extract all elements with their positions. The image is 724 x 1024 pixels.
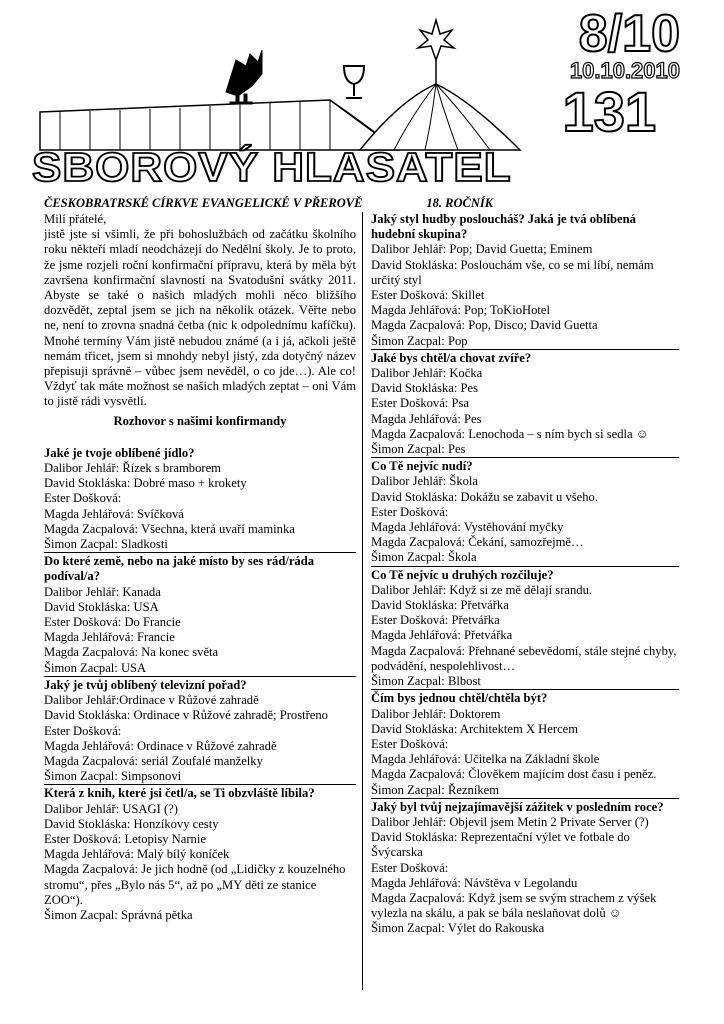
answer-line: Magda Jehlářová: Přetvářka — [371, 628, 513, 643]
answer-line: Magda Zacpalová: Je jich hodně (od „Lidičky z kouzelného stromu“, přes „Bylo nás 5“, až po „MY děti ze stanice ZOO“). — [44, 862, 346, 907]
left-roof — [40, 100, 398, 150]
answer-line: Magda Jehlářová: Ordinace v Růžové zahradě — [44, 738, 277, 753]
right-column — [371, 212, 679, 937]
answer-line: Magda Zacpalová: Všechna, která uvaří maminka — [44, 521, 295, 536]
answer-line: Ester Došková: Do Francie — [44, 615, 181, 630]
question-heading: Jaké bys chtěl/a chovat zvíře? — [371, 350, 532, 365]
question-section — [371, 689, 679, 797]
church-name: ČESKOBRATRSKÉ CÍRKVE EVANGELICKÉ V PŘEROVĚ — [44, 196, 363, 210]
answer-line: David Stokláska: Poslouchám vše, co se mi líbí, nemám určitý styl — [371, 257, 654, 287]
answer-line: Dalibor Jehlář: Škola — [371, 474, 479, 489]
answer-line: Magda Jehlářová: Vystěhování myčky — [371, 520, 564, 535]
answer-line: Magda Jehlářová: Francie — [44, 630, 175, 645]
question-section — [371, 457, 679, 565]
answer-line: Šimon Zacpal: Správná pětka — [44, 907, 193, 922]
question-section — [44, 445, 356, 552]
issue-serial: 131 — [562, 80, 656, 143]
answer-line: Dalibor Jehlář: USAGI (?) — [44, 801, 178, 816]
answer-line: Magda Jehlářová: Svíčková — [44, 506, 184, 521]
answer-line: Šimon Zacpal: Simpsonovi — [44, 769, 182, 784]
answer-line: David Stokláska: Pes — [371, 381, 479, 396]
answer-line: David Stokláska: USA — [44, 599, 159, 614]
right-interview-sections — [371, 212, 679, 937]
answer-line: Magda Jehlářová: Návštěva v Legolandu — [371, 875, 578, 890]
question-heading: Co Tě nejvíc u druhých rozčiluje? — [371, 567, 554, 582]
chalice-icon — [344, 66, 364, 98]
question-heading: Co Tě nejvíc nudí? — [371, 459, 473, 474]
answer-line: Magda Jehlářová: Pop; ToKioHotel — [371, 303, 551, 318]
answer-line: Šimon Zacpal: Blbost — [371, 674, 481, 689]
answer-line: Magda Zacpalová: Když jsem se svým strachem z výšek vylezla na skálu, a pak se bála neslaňovat dolů ☺ — [371, 890, 657, 921]
answer-line: Dalibor Jehlář: Když si ze mě dělají srandu. — [371, 582, 593, 597]
issue-date: 10.10.2010 — [569, 58, 680, 83]
right-roof — [360, 84, 520, 150]
answer-line: Ester Došková: — [371, 504, 449, 519]
answer-line: Ester Došková: Letopisy Narnie — [44, 831, 206, 846]
intro-body: jistě jste si všimli, že při bohoslužbách od začátku školního roku někteří mladí neodcházejí do Nedělní školy. Je to proto, že jsme rozjeli roční konfirmační přípravu, která by měla být završena konfirmační slavností na Svatodušní svátky 2011. Abyste se také o našich mladých mohli něco bližšího dozvědět, zeptal jsem se jich na několik otázek. Věřte nebo ne, není to zrovna snadná četba (nic k odpolednímu kafíčku). Mnohé termíny Vám jistě nebudou známé (a i já, ačkoli ještě nemám třicet, jsem si mnohdy nebyl jistý, zda dotyčný název přepisuji správně – vůbec jsem nevěděl, o co jde…). Ale co! Vždyť tak máte možnost se našich mladých zeptat – oni Vám to jistě rádi vysvětlí. — [44, 227, 356, 409]
answer-line: David Stokláska: Přetvářka — [371, 598, 509, 613]
answer-line: Šimon Zacpal: Pop — [371, 333, 468, 348]
answer-line: Šimon Zacpal: Škola — [371, 550, 477, 565]
answer-line: Magda Jehlářová: Pes — [371, 411, 482, 426]
answer-line: Šimon Zacpal: USA — [44, 660, 147, 675]
question-heading: Jaký byl tvůj nejzajímavější zážitek v posledním roce? — [371, 799, 664, 814]
answer-line: Ester Došková: — [44, 723, 122, 738]
question-section — [44, 676, 356, 784]
answer-line: Magda Zacpalová: Lenochoda – s ním bych si sedla ☺ — [371, 426, 649, 441]
question-section — [371, 566, 679, 690]
answer-line: Magda Zacpalová: Přehnané sebevědomí, stále stejné chyby, podvádění, nespolehlivost… — [371, 643, 677, 673]
intro-text — [44, 212, 356, 410]
answer-line: Magda Zacpalová: Člověkem majícím dost času i peněz. — [371, 767, 657, 782]
star-icon — [418, 20, 454, 84]
left-interview-sections — [44, 445, 356, 923]
answer-line: Šimon Zacpal: Řezníkem — [371, 782, 500, 797]
issue-number: 8/10 — [578, 5, 680, 63]
answer-line: Ester Došková: — [371, 860, 449, 875]
answer-line: Magda Zacpalová: seriál Zoufalé manželky — [44, 753, 263, 768]
answer-line: Magda Zacpalová: Pop, Disco; David Guetta — [371, 318, 598, 333]
answer-line: David Stokláska: Dokážu se zabavit u všeho. — [371, 489, 598, 504]
answer-line: Ester Došková: — [371, 736, 449, 751]
answer-line: David Stokláska: Architektem X Hercem — [371, 721, 579, 736]
answer-line: Ester Došková: Přetvářka — [371, 613, 500, 628]
answer-line: Magda Zacpalová: Čekání, samozřejmě… — [371, 535, 584, 550]
question-heading: Do které země, nebo na jaké místo by ses rád/ráda podíval/a? — [44, 554, 315, 584]
answer-line: David Stokláska: Dobré maso + krokety — [44, 476, 247, 491]
question-section — [44, 552, 356, 676]
church-line — [44, 196, 493, 211]
answer-line: Dalibor Jehlář: Kanada — [44, 584, 161, 599]
answer-line: Šimon Zacpal: Sladkosti — [44, 537, 168, 552]
answer-line: Dalibor Jehlář: Kočka — [371, 366, 483, 381]
answer-line: David Stokláska: Reprezentační výlet ve fotbale do Švýcarska — [371, 830, 630, 860]
question-section — [371, 798, 679, 937]
question-heading: Jaký je tvůj oblíbený televizní pořad? — [44, 677, 247, 692]
question-heading: Jaký styl hudby posloucháš? Jaká je tvá oblíbená hudební skupina? — [371, 212, 636, 242]
answer-line: David Stokláska: Honzíkovy cesty — [44, 816, 219, 831]
interview-subtitle: Rozhovor s našimi konfirmandy — [113, 413, 287, 428]
rooster-icon — [226, 50, 262, 104]
column-divider — [362, 212, 363, 990]
answer-line: Magda Jehlářová: Učitelka na Základní škole — [371, 752, 600, 767]
answer-line: Dalibor Jehlář: Řízek s bramborem — [44, 461, 221, 476]
answer-line: Dalibor Jehlář:Ordinace v Růžové zahradě — [44, 693, 259, 708]
question-section — [371, 212, 679, 349]
newsletter-title: SBOROVÝ HLASATEL — [32, 145, 512, 191]
answer-line: Magda Jehlářová: Malý bílý koníček — [44, 847, 230, 862]
answer-line: Dalibor Jehlář: Doktorem — [371, 706, 501, 721]
answer-line: Šimon Zacpal: Výlet do Rakouska — [371, 921, 545, 936]
intro-greeting: Milí přátelé, — [44, 212, 107, 226]
answer-line: Dalibor Jehlář: Pop; David Guetta; Eminem — [371, 242, 593, 257]
answer-line: Ester Došková: Skillet — [371, 288, 485, 303]
volume-label: 18. ROČNÍK — [426, 196, 494, 210]
answer-line: Ester Došková: Psa — [371, 396, 469, 411]
question-section — [371, 349, 679, 457]
question-heading: Čím bys jednou chtěl/chtěla být? — [371, 691, 548, 706]
answer-line: Šimon Zacpal: Pes — [371, 442, 466, 457]
answer-line: David Stokláska: Ordinace v Růžové zahradě; Prostřeno — [44, 708, 328, 723]
question-heading: Která z knih, které jsi četl/a, se Ti obzvláště líbila? — [44, 786, 315, 801]
answer-line: Magda Zacpalová: Na konec světa — [44, 645, 219, 660]
question-heading: Jaké je tvoje oblíbené jídlo? — [44, 445, 195, 460]
answer-line: Ester Došková: — [44, 491, 122, 506]
answer-line: Dalibor Jehlář: Objevil jsem Metin 2 Private Server (?) — [371, 814, 649, 829]
question-section — [44, 784, 356, 923]
left-column — [44, 212, 356, 923]
